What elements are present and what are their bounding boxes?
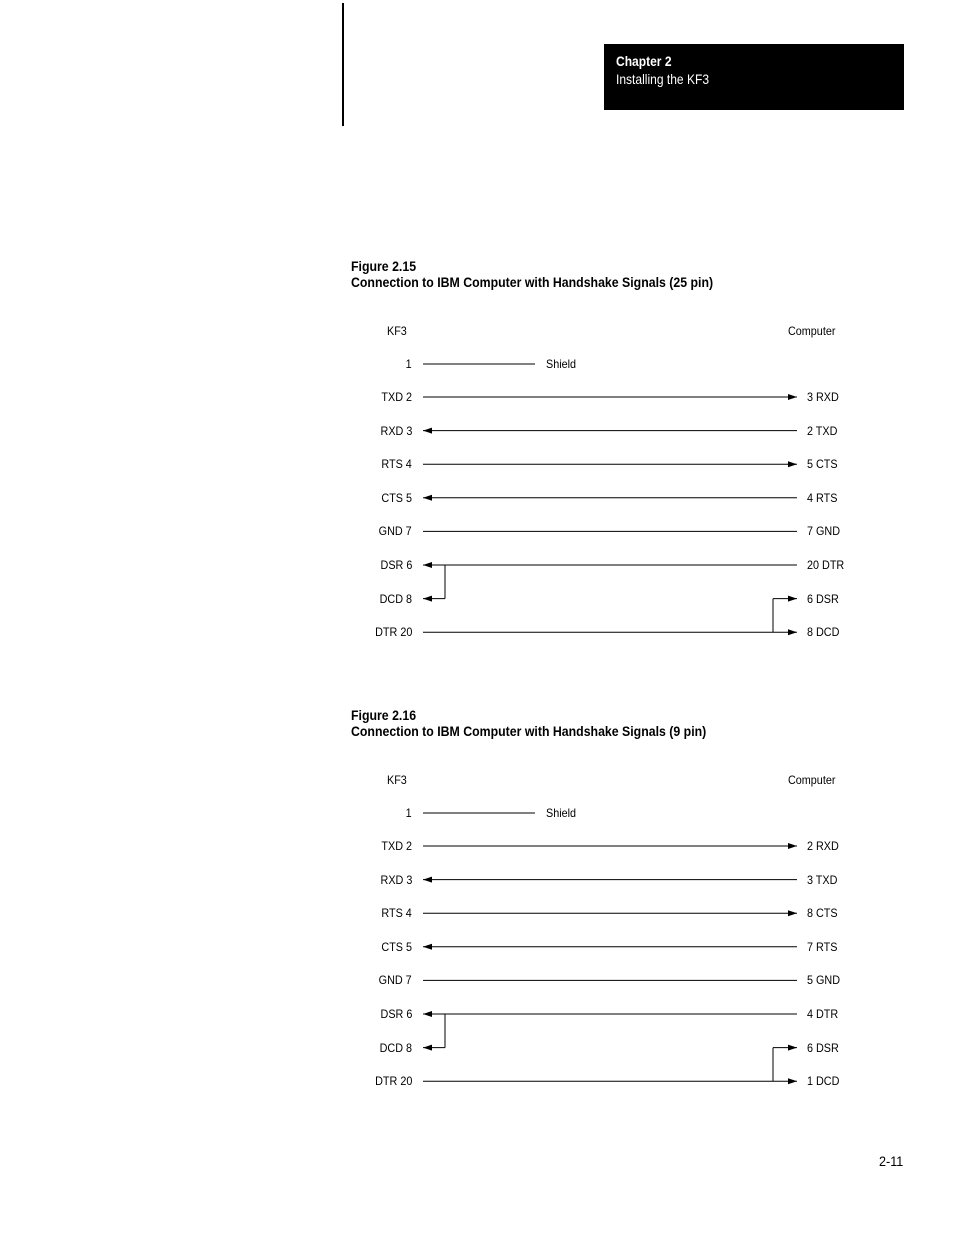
arrowhead [788,596,797,602]
kf3-pin-label: CTS 5 [381,490,412,505]
arrowhead [423,877,432,883]
wiring-diagram-9-pin [0,769,954,1109]
computer-column-header: Computer [788,773,836,787]
computer-pin-label: 3 TXD [807,872,838,887]
arrowhead [788,910,797,916]
kf3-pin-label: DCD 8 [379,1040,412,1055]
kf3-column-header: KF3 [387,773,407,787]
kf3-pin-label: DCD 8 [379,591,412,606]
computer-pin-label: 2 RXD [807,839,839,853]
kf3-pin-label: CTS 5 [381,939,412,954]
shield-label: Shield [546,357,577,371]
computer-pin-label: 4 DTR [807,1007,839,1021]
chapter-header-box [604,44,904,110]
arrowhead [423,1045,432,1051]
computer-pin-label: 8 DCD [807,625,840,640]
computer-pin-label: 6 DSR [807,591,839,606]
arrowhead [788,629,797,635]
figure-number: Figure 2.16 [351,707,417,723]
kf3-pin-label: DSR 6 [380,558,412,572]
kf3-pin-label: GND 7 [378,524,412,539]
arrowhead [788,1045,797,1051]
kf3-pin-label: DTR 20 [374,625,412,640]
kf3-pin-label: RXD 3 [380,423,412,438]
kf3-pin-label: GND 7 [378,973,412,988]
figure-caption-2-16 [351,707,755,739]
arrowhead [423,428,432,434]
wiring-diagram-25-pin [0,320,954,660]
figure-title: Connection to IBM Computer with Handshake Signals (9 pin) [351,723,707,739]
kf3-column-header: KF3 [387,324,407,338]
arrowhead [788,394,797,400]
computer-pin-label: 7 RTS [807,939,838,954]
arrowhead [423,495,432,501]
figure-number: Figure 2.15 [351,258,417,274]
arrowhead [423,596,432,602]
chapter-subtitle: Installing the KF3 [616,71,710,87]
computer-pin-label: 4 RTS [807,490,838,505]
margin-rule [342,3,344,126]
computer-pin-label: 5 GND [807,973,841,988]
computer-pin-label: 8 CTS [807,906,838,921]
kf3-pin-label: RXD 3 [380,872,412,887]
arrowhead [788,843,797,849]
arrowhead [423,944,432,950]
shield-label: Shield [546,806,577,820]
computer-pin-label: 7 GND [807,524,841,539]
shield-pin-label: 1 [405,806,412,820]
arrowhead [423,1011,432,1017]
computer-pin-label: 1 DCD [807,1074,840,1089]
computer-pin-label: 6 DSR [807,1040,839,1055]
computer-pin-label: 20 DTR [807,558,845,572]
kf3-pin-label: TXD 2 [381,390,412,404]
kf3-pin-label: DTR 20 [374,1074,412,1089]
figure-title: Connection to IBM Computer with Handshake Signals (25 pin) [351,274,714,290]
computer-column-header: Computer [788,324,836,338]
kf3-pin-label: DSR 6 [380,1007,412,1021]
chapter-title: Chapter 2 [616,53,672,69]
figure-caption-2-15 [351,258,762,290]
kf3-pin-label: TXD 2 [381,839,412,853]
page-number: 2-11 [879,1153,904,1169]
kf3-pin-label: RTS 4 [381,457,412,472]
computer-pin-label: 3 RXD [807,390,839,404]
arrowhead [788,1078,797,1084]
arrowhead [788,461,797,467]
arrowhead [423,562,432,568]
computer-pin-label: 5 CTS [807,457,838,472]
kf3-pin-label: RTS 4 [381,906,412,921]
shield-pin-label: 1 [405,357,412,371]
computer-pin-label: 2 TXD [807,423,838,438]
